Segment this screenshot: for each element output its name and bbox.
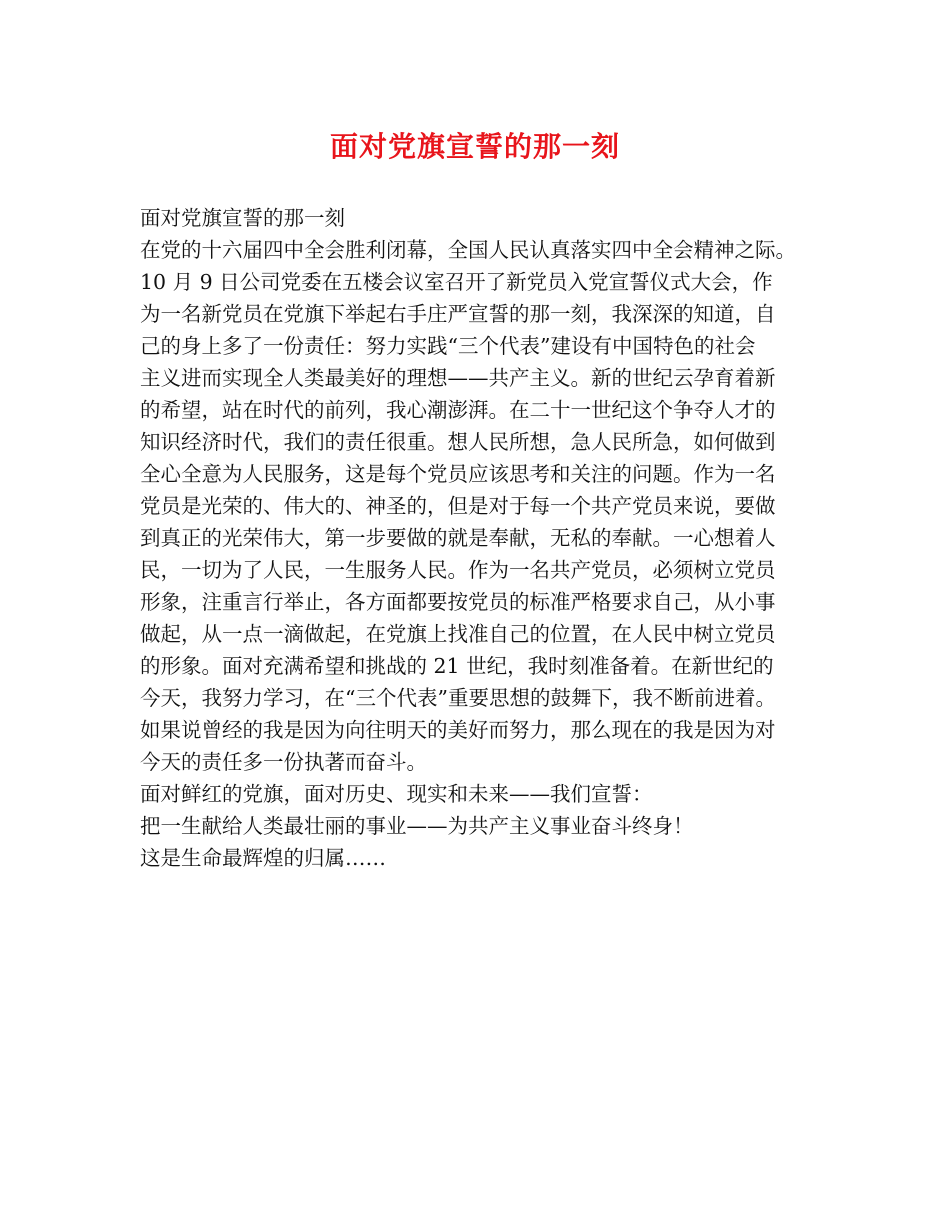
- text-line: 把一生献给人类最壮丽的事业——为共产主义事业奋斗终身！: [140, 814, 694, 838]
- text-line: 面对鲜红的党旗，面对历史、现实和未来——我们宣誓：: [140, 782, 653, 806]
- text-line: 为一名新党员在党旗下举起右手庄严宣誓的那一刻，我深深的知道，自: [140, 302, 776, 326]
- text-line: 今天的责任多一份执著而奋斗。: [140, 750, 427, 774]
- text-line: 到真正的光荣伟大，第一步要做的就是奉献，无私的奉献。一心想着人: [140, 526, 776, 550]
- text-line: 面对党旗宣誓的那一刻: [140, 206, 345, 230]
- text-line: 全心全意为人民服务，这是每个党员应该思考和关注的问题。作为一名: [140, 462, 776, 486]
- text-line: 这是生命最辉煌的归属……: [140, 846, 386, 870]
- text-line: 民，一切为了人民，一生服务人民。作为一名共产党员，必须树立党员: [140, 558, 776, 582]
- text-line: 形象，注重言行举止，各方面都要按党员的标准严格要求自己，从小事: [140, 590, 776, 614]
- text-line: 今天，我努力学习，在“三个代表”重要思想的鼓舞下，我不断前进着。: [140, 686, 776, 710]
- text-line: 如果说曾经的我是因为向往明天的美好而努力，那么现在的我是因为对: [140, 718, 776, 742]
- text-line: 主义进而实现全人类最美好的理想——共产主义。新的世纪云孕育着新: [140, 366, 776, 390]
- document-body: [140, 202, 840, 874]
- text-line: 党员是光荣的、伟大的、神圣的，但是对于每一个共产党员来说，要做: [140, 494, 776, 518]
- text-line: 己的身上多了一份责任：努力实践“三个代表”建设有中国特色的社会: [140, 334, 756, 358]
- document-title: 面对党旗宣誓的那一刻: [329, 130, 620, 163]
- text-line: 知识经济时代，我们的责任很重。想人民所想，急人民所急，如何做到: [140, 430, 776, 454]
- text-line: 在党的十六届四中全会胜利闭幕，全国人民认真落实四中全会精神之际。: [140, 238, 796, 262]
- text-line: 10 月 9 日公司党委在五楼会议室召开了新党员入党宣誓仪式大会，作: [140, 270, 773, 294]
- text-line: 的希望，站在时代的前列，我心潮澎湃。在二十一世纪这个争夺人才的: [140, 398, 776, 422]
- text-line: 做起，从一点一滴做起，在党旗上找准自己的位置，在人民中树立党员: [140, 622, 776, 646]
- text-line: 的形象。面对充满希望和挑战的 21 世纪，我时刻准备着。在新世纪的: [140, 654, 774, 678]
